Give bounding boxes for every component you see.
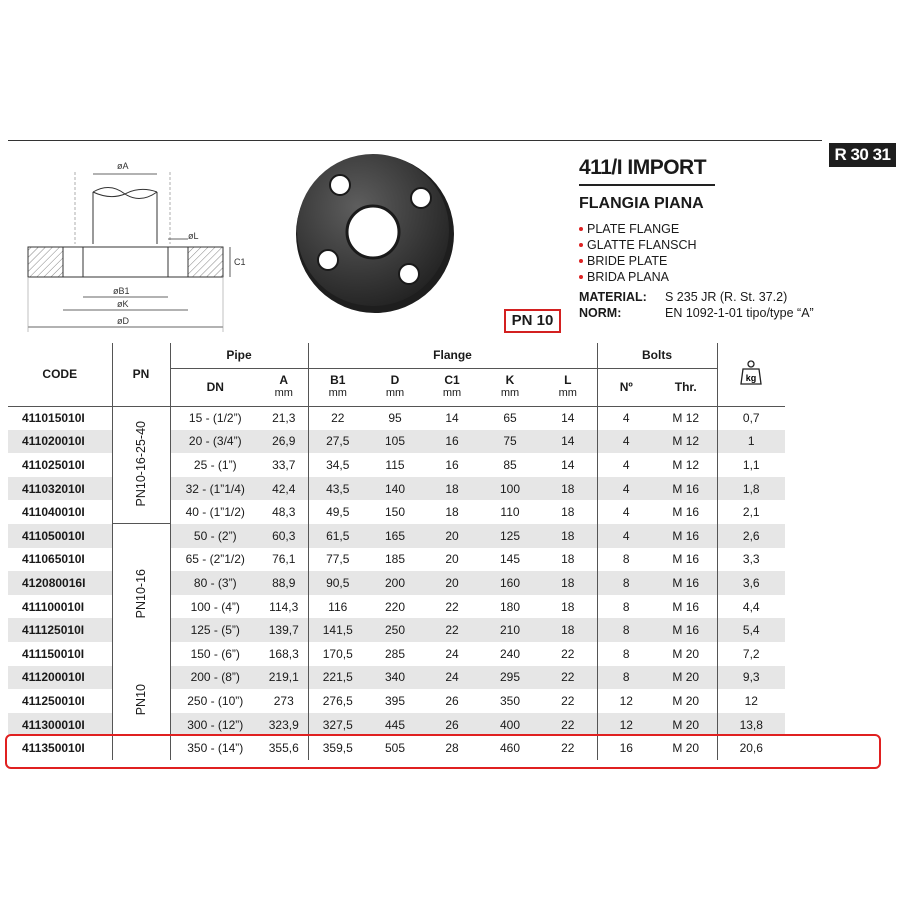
cell-c1: 22 [445, 599, 459, 614]
cell-b1: 27,5 [308, 430, 367, 454]
cell-c1: 20 [445, 552, 459, 567]
cell-code: 411200010I [8, 666, 112, 690]
cell-kg: 7,2 [717, 642, 785, 666]
cell-dn: 250 - (10”) [170, 689, 260, 713]
cell-kg: 2,6 [717, 524, 785, 548]
cell-b1: 34,5 [308, 453, 367, 477]
col-b1-unit: mm [328, 387, 347, 399]
label-d: øD [117, 316, 129, 326]
cell-a: 114,3 [269, 599, 299, 614]
cell-thr: M 20 [672, 741, 700, 756]
cell-thr: M 16 [655, 477, 717, 501]
title-underline [579, 184, 715, 186]
cell-no: 12 [597, 713, 655, 737]
norm-spec [579, 306, 814, 320]
cell-k: 180 [499, 599, 521, 614]
cell-d: 95 [388, 411, 402, 426]
cell-code: 411100010I [22, 599, 85, 614]
cell-thr: M 20 [655, 666, 717, 690]
pn-group-label: PN10 [134, 683, 148, 716]
cell-no: 4 [597, 524, 655, 548]
cell-dn: 350 - (14”) [170, 736, 260, 760]
cell-thr: M 16 [655, 618, 717, 642]
cell-k: 100 [481, 477, 539, 501]
label-c1: C1 [234, 257, 246, 267]
cell-l: 22 [539, 713, 597, 737]
col-c1-label: C1 [444, 373, 460, 387]
cell-l: 18 [539, 571, 597, 595]
cell-kg: 4,4 [717, 595, 785, 619]
cell-d: 445 [367, 713, 423, 737]
cell-l: 22 [561, 646, 575, 661]
col-l-unit: mm [558, 387, 577, 399]
col-d [367, 368, 423, 406]
table-row [8, 666, 785, 690]
cell-d: 505 [384, 741, 406, 756]
cell-d: 185 [384, 552, 406, 567]
highlighted-row-frame [5, 734, 881, 769]
cell-thr: M 20 [672, 646, 700, 661]
cell-c1: 20 [423, 571, 481, 595]
cell-code: 411020010I [8, 430, 112, 454]
cell-c1: 24 [445, 646, 459, 661]
cell-kg: 3,6 [717, 571, 785, 595]
cell-kg: 12 [717, 689, 785, 713]
cell-k: 240 [499, 646, 521, 661]
cell-no: 16 [597, 736, 655, 760]
cell-b1: 359,5 [308, 736, 367, 760]
col-d-unit: mm [385, 387, 405, 399]
cell-kg: 9,3 [717, 666, 785, 690]
cell-thr: M 16 [672, 552, 700, 567]
col-c1 [423, 368, 481, 406]
col-a-unit: mm [274, 387, 293, 399]
product-title: 411/I IMPORT [579, 156, 707, 179]
cell-k: 85 [503, 457, 517, 472]
cell-l: 18 [539, 524, 597, 548]
col-code: CODE [8, 343, 112, 406]
cell-dn: 15 - (1/2”) [170, 406, 260, 430]
name-fr: BRIDE PLATE [579, 253, 697, 269]
cell-b1: 116 [308, 595, 367, 619]
cell-dn: 300 - (12”) [170, 713, 260, 737]
cell-kg: 1,1 [717, 453, 785, 477]
cell-dn: 150 - (6”) [170, 642, 260, 666]
cell-d: 165 [367, 524, 423, 548]
col-a [260, 368, 308, 406]
cell-kg: 13,8 [717, 713, 785, 737]
pn-group-label: PN10-16-25-40 [134, 420, 148, 507]
cell-no: 8 [597, 595, 655, 619]
cell-thr: M 20 [655, 713, 717, 737]
col-group-flange: Flange [308, 343, 597, 368]
norm-label: NORM: [579, 306, 622, 320]
cell-c1: 20 [423, 524, 481, 548]
cell-d: 220 [384, 599, 406, 614]
cell-b1: 221,5 [308, 666, 367, 690]
cell-l: 18 [561, 552, 575, 567]
col-l [539, 368, 597, 406]
cell-code: 411032010I [8, 477, 112, 501]
name-de: GLATTE FLANSCH [579, 237, 697, 253]
cell-k: 295 [481, 666, 539, 690]
pn-badge: PN 10 [504, 309, 561, 333]
cell-dn: 32 - (1”1/4) [170, 477, 260, 501]
material-spec [579, 290, 788, 304]
product-names-list [579, 221, 697, 285]
cell-k: 210 [481, 618, 539, 642]
flange-photo [288, 152, 458, 322]
material-label: MATERIAL: [579, 290, 647, 304]
cell-b1: 327,5 [308, 713, 367, 737]
cell-no: 4 [597, 406, 655, 430]
cell-code: 411300010I [8, 713, 112, 737]
cell-no: 8 [597, 548, 655, 572]
cell-a: 323,9 [260, 713, 308, 737]
material-value: S 235 JR (R. St. 37.2) [665, 290, 788, 304]
cell-d: 285 [384, 646, 406, 661]
col-b1-label: B1 [330, 373, 346, 387]
cell-k: 350 [499, 693, 521, 708]
cell-pn-group [112, 406, 170, 524]
cell-no: 8 [597, 618, 655, 642]
product-subtitle: FLANGIA PIANA [579, 195, 704, 212]
cell-d: 395 [384, 693, 406, 708]
cell-d: 250 [367, 618, 423, 642]
cell-kg: 0,7 [717, 406, 785, 430]
cell-c1: 16 [423, 430, 481, 454]
cell-dn: 40 - (1”1/2) [170, 500, 260, 524]
cell-code: 411350010I [22, 741, 85, 756]
cell-k: 145 [499, 552, 521, 567]
cell-l: 18 [539, 618, 597, 642]
col-pn: PN [112, 343, 170, 406]
cell-code: 412080016I [8, 571, 112, 595]
cell-a: 21,3 [272, 411, 296, 426]
cell-a: 26,9 [260, 430, 308, 454]
cell-a: 42,4 [260, 477, 308, 501]
cell-no: 4 [597, 453, 655, 477]
cell-thr: M 12 [672, 411, 700, 426]
col-thr: Thr. [655, 368, 717, 406]
table-row [8, 524, 785, 548]
cell-c1: 16 [445, 457, 459, 472]
cell-b1: 276,5 [308, 689, 367, 713]
cell-c1: 26 [445, 693, 459, 708]
cell-d: 150 [384, 505, 406, 520]
weight-icon [740, 360, 762, 386]
cell-b1: 22 [308, 406, 367, 430]
cell-b1: 49,5 [308, 500, 367, 524]
col-no: Nº [597, 368, 655, 406]
cell-thr: M 20 [672, 693, 700, 708]
col-k-label: K [505, 373, 515, 387]
cell-d: 340 [367, 666, 423, 690]
col-group-bolts: Bolts [597, 343, 717, 368]
cell-thr: M 16 [655, 524, 717, 548]
cell-c1: 26 [423, 713, 481, 737]
cell-code: 411050010I [8, 524, 112, 548]
cell-thr: M 12 [672, 457, 700, 472]
cell-l: 14 [561, 411, 575, 426]
cell-k: 460 [499, 741, 521, 756]
col-weight [717, 343, 785, 406]
cell-kg: 5,4 [717, 618, 785, 642]
cell-a: 219,1 [260, 666, 308, 690]
label-b1: øB1 [113, 286, 130, 296]
cell-dn: 20 - (3/4”) [170, 430, 260, 454]
cell-a: 33,7 [272, 457, 296, 472]
cell-code: 411025010I [22, 457, 85, 472]
cell-l: 18 [539, 477, 597, 501]
cell-kg: 1 [717, 430, 785, 454]
cell-code: 411015010I [22, 411, 85, 426]
cell-a: 60,3 [260, 524, 308, 548]
cell-a: 168,3 [268, 646, 299, 661]
cell-l: 14 [539, 430, 597, 454]
cell-d: 115 [385, 457, 405, 472]
cell-k: 125 [481, 524, 539, 548]
cell-k: 110 [500, 505, 520, 520]
label-k: øK [117, 299, 129, 309]
cell-c1: 14 [445, 411, 459, 426]
cell-a: 355,6 [268, 741, 299, 756]
cell-dn: 100 - (4”) [170, 595, 260, 619]
col-k [481, 368, 539, 406]
label-l: øL [188, 231, 199, 241]
cell-dn: 50 - (2”) [170, 524, 260, 548]
cell-c1: 24 [423, 666, 481, 690]
name-en: PLATE FLANGE [579, 221, 697, 237]
cell-d: 105 [367, 430, 423, 454]
col-k-unit: mm [500, 387, 520, 399]
cell-code: 411065010I [22, 552, 85, 567]
top-rule [8, 140, 822, 141]
col-dn: DN [170, 368, 260, 406]
col-c1-unit: mm [442, 387, 462, 399]
label-a: øA [117, 161, 129, 171]
cell-no: 4 [597, 500, 655, 524]
pn-group-label: PN10-16 [134, 568, 148, 619]
cell-b1: 141,5 [308, 618, 367, 642]
cell-kg: 1,8 [717, 477, 785, 501]
cell-k: 65 [503, 411, 517, 426]
cell-b1: 61,5 [308, 524, 367, 548]
col-d-label: D [390, 373, 400, 387]
cell-no: 4 [597, 430, 655, 454]
cell-thr: M 16 [655, 571, 717, 595]
name-es: BRIDA PLANA [579, 269, 697, 285]
cell-l: 14 [561, 457, 575, 472]
cell-no: 8 [597, 571, 655, 595]
cell-a: 48,3 [272, 505, 296, 520]
table-body [8, 406, 785, 760]
cell-b1: 90,5 [308, 571, 367, 595]
cell-thr: M 16 [672, 505, 700, 520]
col-group-pipe: Pipe [170, 343, 308, 368]
norm-value: EN 1092-1-01 tipo/type “A” [665, 306, 814, 320]
cell-pn-group [112, 524, 170, 666]
cell-kg: 2,1 [717, 500, 785, 524]
catalog-tag: R 30 31 [829, 143, 896, 167]
cell-d: 200 [367, 571, 423, 595]
flange-technical-drawing [20, 152, 265, 337]
cell-code: 411125010I [8, 618, 112, 642]
cell-k: 160 [481, 571, 539, 595]
cell-dn: 125 - (5”) [170, 618, 260, 642]
cell-k: 75 [481, 430, 539, 454]
cell-code: 411150010I [22, 646, 85, 661]
col-a-label: A [279, 373, 289, 387]
cell-thr: M 12 [655, 430, 717, 454]
col-b1 [308, 368, 367, 406]
cell-dn: 65 - (2”1/2) [170, 548, 260, 572]
cell-code: 411040010I [22, 505, 85, 520]
cell-no: 8 [597, 642, 655, 666]
cell-no: 12 [597, 689, 655, 713]
cell-a: 273 [273, 693, 294, 708]
cell-c1: 22 [423, 618, 481, 642]
cell-kg: 3,3 [717, 548, 785, 572]
table-row [8, 406, 785, 430]
cell-no: 8 [597, 666, 655, 690]
cell-thr: M 16 [672, 599, 700, 614]
cell-kg: 20,6 [717, 736, 785, 760]
cell-d: 140 [367, 477, 423, 501]
cell-no: 4 [597, 477, 655, 501]
cell-dn: 200 - (8”) [170, 666, 260, 690]
cell-b1: 170,5 [308, 642, 367, 666]
cell-l: 18 [561, 599, 575, 614]
cell-c1: 18 [445, 505, 459, 520]
cell-l: 18 [561, 505, 575, 520]
cell-l: 22 [561, 741, 575, 756]
cell-a: 139,7 [260, 618, 308, 642]
cell-c1: 28 [445, 741, 459, 756]
dimensions-table [8, 343, 785, 760]
cell-pn-group [112, 666, 170, 737]
cell-dn: 80 - (3”) [170, 571, 260, 595]
cell-k: 400 [481, 713, 539, 737]
cell-a: 76,1 [272, 552, 296, 567]
cell-b1: 77,5 [308, 548, 367, 572]
col-l-label: L [564, 373, 572, 387]
cell-b1: 43,5 [308, 477, 367, 501]
cell-a: 88,9 [260, 571, 308, 595]
kg-label: kg [745, 372, 757, 383]
cell-l: 22 [539, 666, 597, 690]
cell-dn: 25 - (1”) [170, 453, 260, 477]
cell-c1: 18 [423, 477, 481, 501]
cell-l: 22 [561, 693, 575, 708]
cell-code: 411250010I [22, 693, 85, 708]
